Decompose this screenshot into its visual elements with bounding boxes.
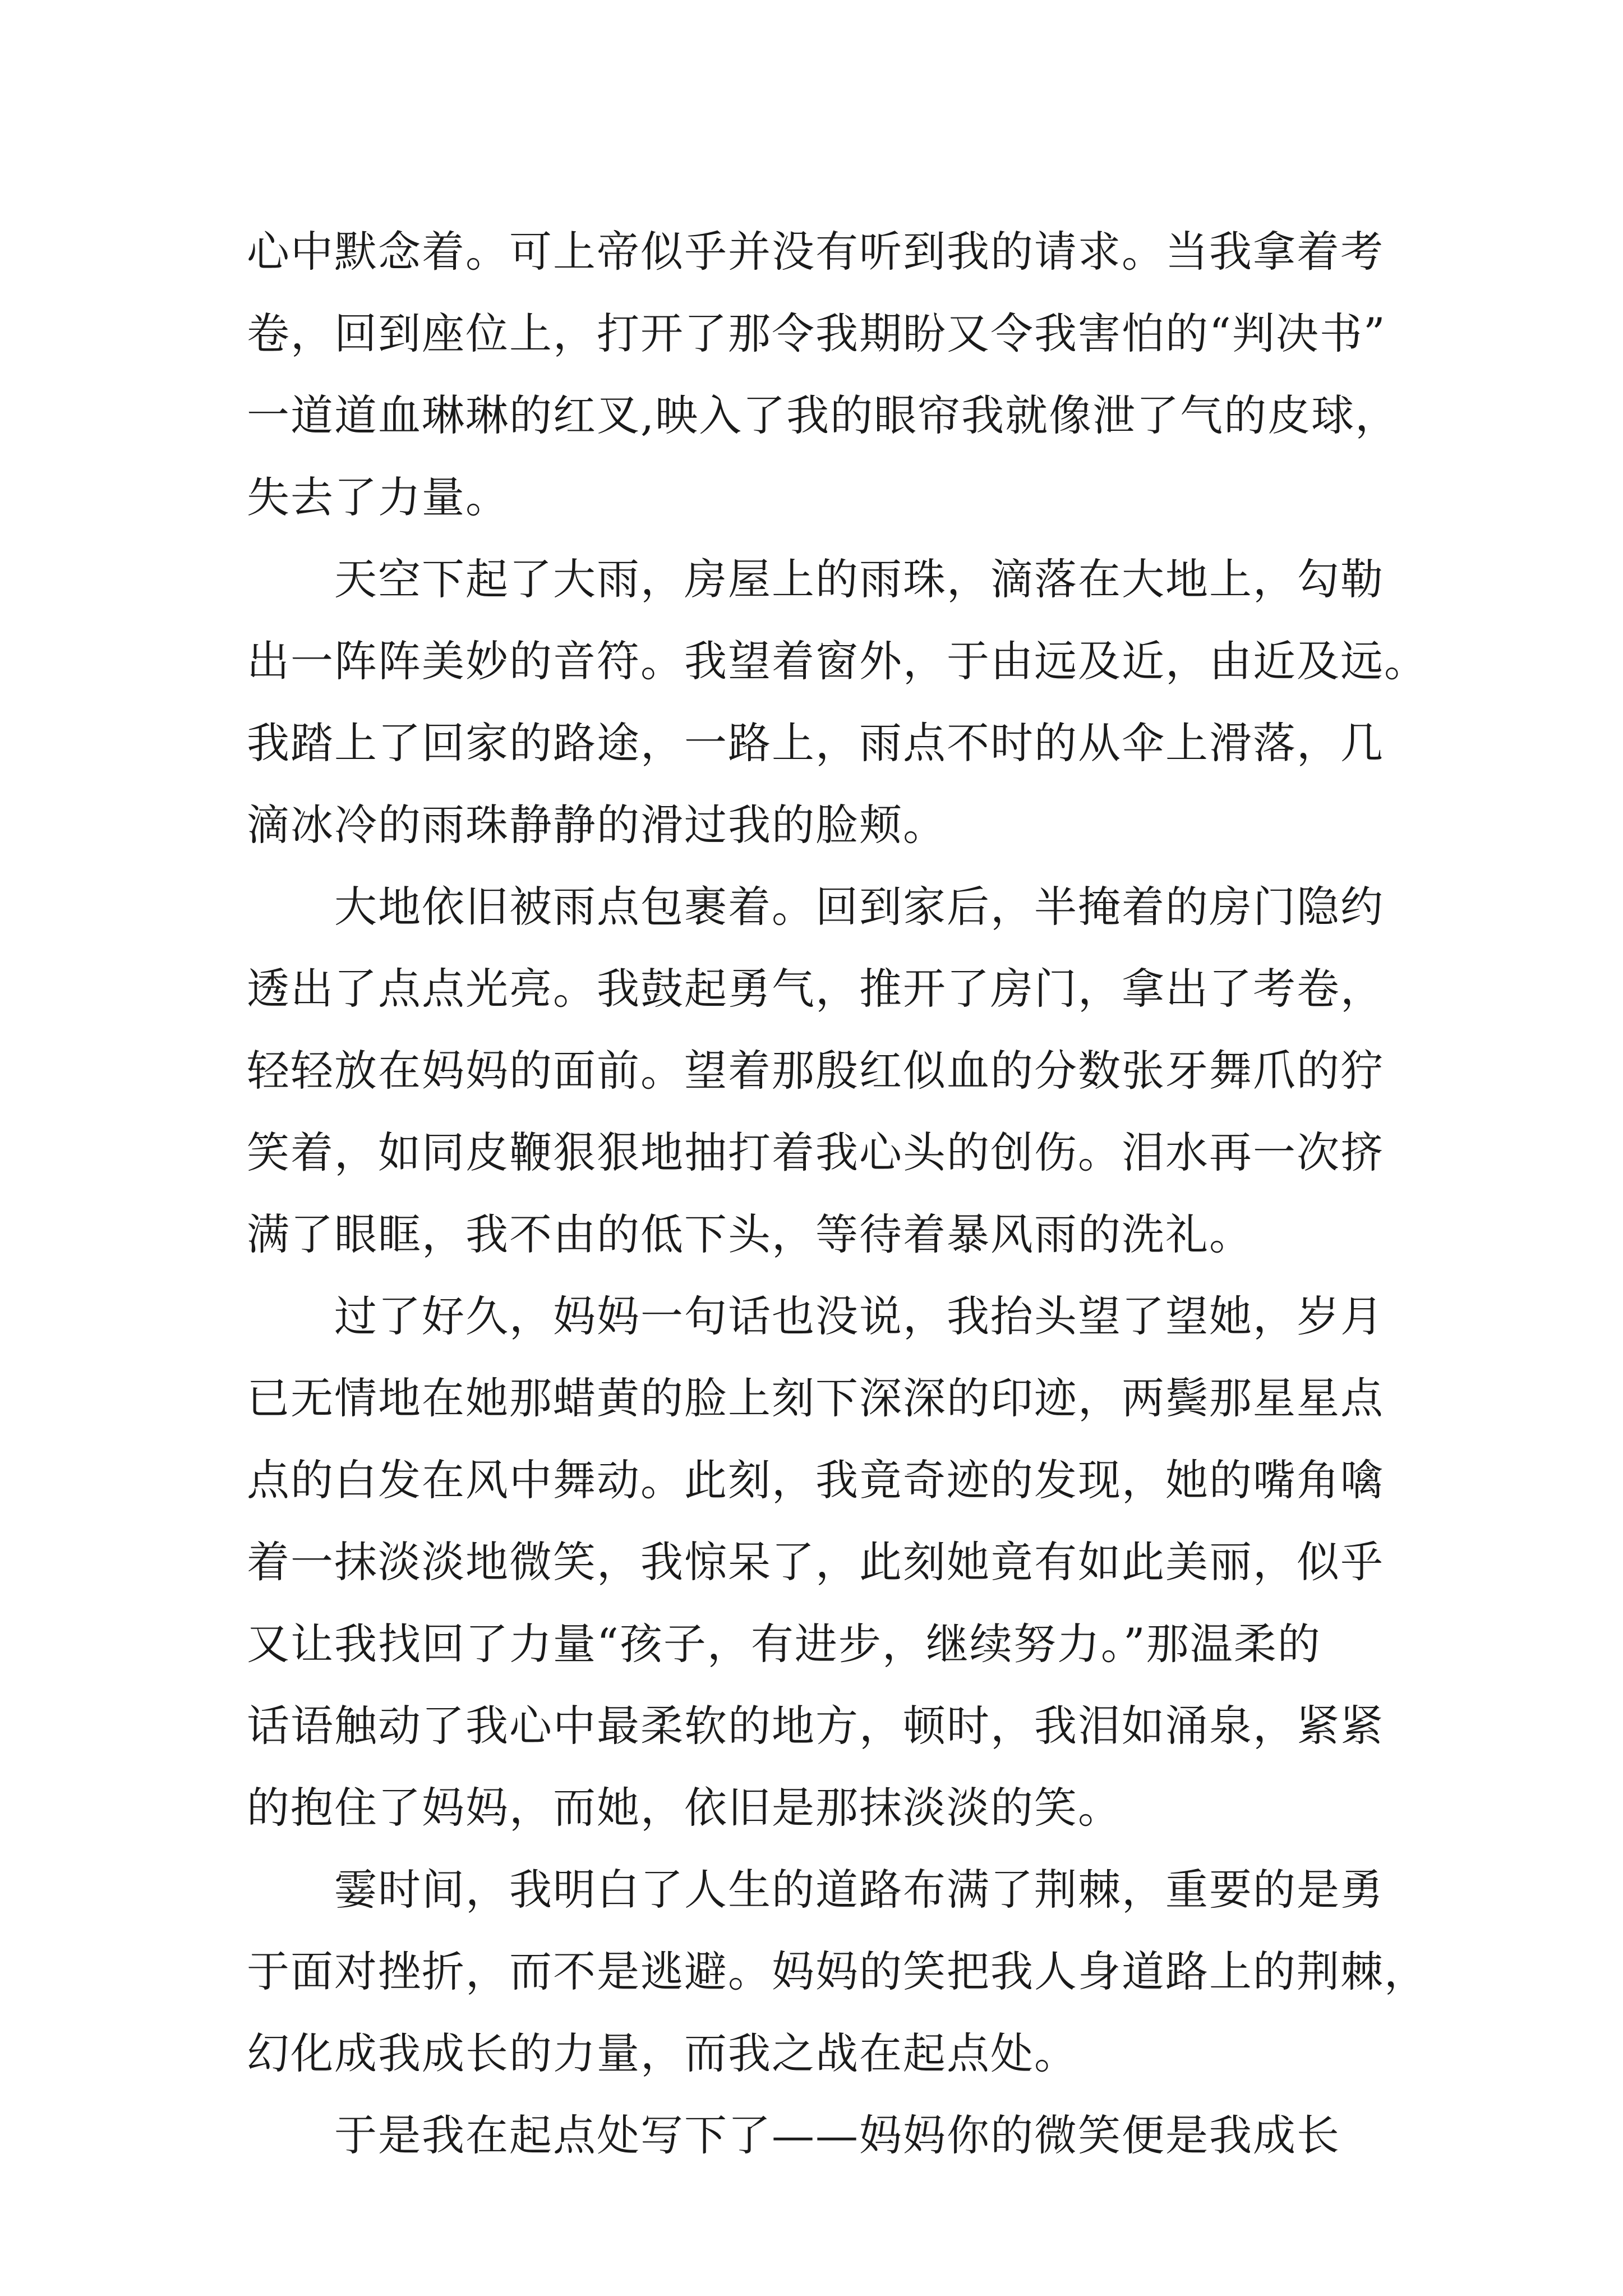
text-line: 卷，回到座位上，打开了那令我期盼又令我害怕的“判决书”: [247, 309, 1386, 358]
text-line: 幻化成我成长的力量，而我之战在起点处。: [247, 2028, 1078, 2078]
text-line: 透出了点点光亮。我鼓起勇气，推开了房门，拿出了考卷，: [247, 964, 1384, 1014]
text-line: 的抱住了妈妈，而她，依旧是那抹淡淡的笑。: [247, 1783, 1122, 1833]
text-line: 已无情地在她那蜡黄的脸上刻下深深的印迹，两鬓那星星点: [247, 1373, 1384, 1423]
paragraph-first-line: 于是我在起点处写下了——妈妈你的微笑便是我成长: [334, 2110, 1340, 2160]
text-line: 笑着，如同皮鞭狠狠地抽打着我心头的创伤。泪水再一次挤: [247, 1128, 1384, 1177]
text-line: 又让我找回了力量“孩子，有进步，继续努力。”那温柔的: [247, 1619, 1321, 1669]
body-text: [247, 211, 1435, 2177]
text-line: 满了眼眶，我不由的低下头，等待着暴风雨的洗礼。: [247, 1209, 1253, 1259]
paragraph-first-line: 天空下起了大雨，房屋上的雨珠，滴落在大地上，勾勒: [334, 554, 1384, 604]
paragraph-first-line: 过了好久，妈妈一句话也没说，我抬头望了望她，岁月: [334, 1291, 1384, 1341]
paragraph-first-line: 霎时间，我明白了人生的道路布满了荆棘，重要的是勇: [334, 1865, 1384, 1915]
text-line: 轻轻放在妈妈的面前。望着那殷红似血的分数张牙舞爪的狞: [247, 1046, 1384, 1096]
text-line: 话语触动了我心中最柔软的地方，顿时，我泪如涌泉，紧紧: [247, 1701, 1384, 1751]
text-line: 心中默念着。可上帝似乎并没有听到我的请求。当我拿着考: [247, 227, 1384, 277]
text-line: 失去了力量。: [247, 472, 509, 522]
text-line: 点的白发在风中舞动。此刻，我竟奇迹的发现，她的嘴角噙: [247, 1455, 1384, 1505]
text-line: 出一阵阵美妙的音符。我望着窗外，于由远及近，由近及远。: [247, 636, 1428, 686]
text-line: 我踏上了回家的路途，一路上，雨点不时的从伞上滑落，几: [247, 718, 1384, 768]
text-line: 于面对挫折，而不是逃避。妈妈的笑把我人身道路上的荆棘，: [247, 1947, 1428, 1996]
paragraph-first-line: 大地依旧被雨点包裹着。回到家后，半掩着的房门隐约: [334, 882, 1384, 932]
text-line: 滴冰冷的雨珠静静的滑过我的脸颊。: [247, 800, 947, 850]
text-line: 一道道血琳琳的红叉,映入了我的眼帘我就像泄了气的皮球，: [247, 390, 1399, 440]
text-line: 着一抹淡淡地微笑，我惊呆了，此刻她竟有如此美丽，似乎: [247, 1537, 1384, 1587]
